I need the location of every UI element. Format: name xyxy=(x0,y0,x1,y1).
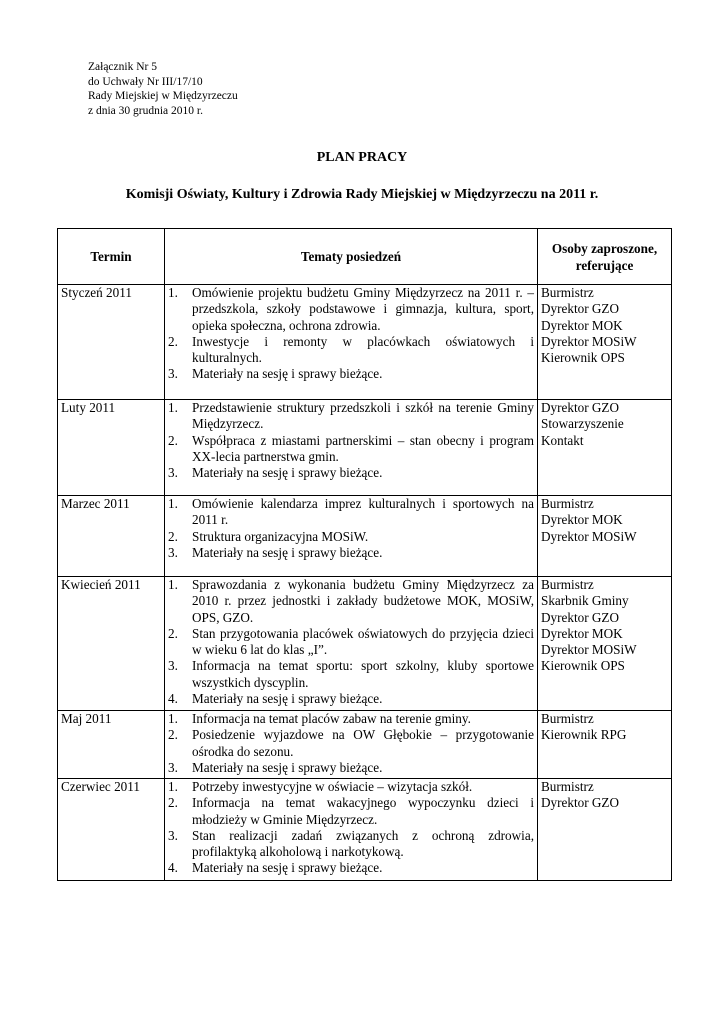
person: Skarbnik Gminy xyxy=(541,593,629,609)
person: Dyrektor GZO xyxy=(541,400,620,415)
topic-item: 3. Materiały na sesję i sprawy bieżące. xyxy=(168,759,383,775)
topic-item: 2. Struktura organizacyjna MOSiW. xyxy=(168,528,369,544)
person: Dyrektor MOK xyxy=(541,317,623,333)
person: Burmistrz xyxy=(541,285,594,300)
person: Dyrektor GZO xyxy=(541,795,620,811)
topic-item: 1. Informacja na temat placów zabaw na terenie gminy. xyxy=(168,711,471,726)
topic-item: 3. Materiały na sesję i sprawy bieżące. xyxy=(168,465,383,481)
annex-header xyxy=(88,60,238,118)
row-people xyxy=(538,711,672,779)
annex-number: Załącznik Nr 5 xyxy=(88,61,157,73)
person: Dyrektor GZO xyxy=(541,301,620,317)
topic-item: 2. Informacja na temat wakacyjnego wypoczynku dzieci i młodzieży w Gminie Międzyrzecz. xyxy=(168,795,534,827)
row-people xyxy=(538,285,672,400)
topic-item: 4. Materiały na sesję i sprawy bieżące. xyxy=(168,691,383,707)
row-topics xyxy=(165,711,538,779)
annex-resolution: do Uchwały Nr III/17/10 xyxy=(88,75,203,88)
person: Kierownik RPG xyxy=(541,727,627,743)
person: Dyrektor MOK xyxy=(541,625,623,641)
table-row xyxy=(58,400,672,496)
row-term: Czerwiec 2011 xyxy=(58,779,165,881)
row-topics xyxy=(165,285,538,400)
row-topics xyxy=(165,496,538,577)
person: Kontakt xyxy=(541,432,584,448)
topic-item: 2. Współpraca z miastami partnerskimi – stan obecny i program XX-lecia partnerstwa gmin. xyxy=(168,432,534,464)
row-people xyxy=(538,577,672,711)
table-row xyxy=(58,779,672,881)
person: Dyrektor MOSiW xyxy=(541,528,637,544)
person: Burmistrz xyxy=(541,577,594,592)
topic-item: 2. Posiedzenie wyjazdowe na OW Głębokie – przygotowanie ośrodka do sezonu. xyxy=(168,727,534,759)
person: Dyrektor MOK xyxy=(541,512,623,528)
topic-item: 3. Stan realizacji zadań związanych z ochroną zdrowia, profilaktyką alkoholową i narkotykową. xyxy=(168,827,534,860)
annex-council: Rady Miejskiej w Międzyrzeczu xyxy=(88,90,238,102)
person: Dyrektor MOSiW xyxy=(541,333,637,349)
person: Kierownik OPS xyxy=(541,658,625,674)
header-term: Termin xyxy=(58,229,165,285)
row-people xyxy=(538,400,672,496)
topic-item: 1. Omówienie kalendarza imprez kulturalnych i sportowych na 2011 r. xyxy=(168,496,534,528)
row-topics xyxy=(165,400,538,496)
work-plan-table xyxy=(57,228,672,881)
topic-item: 1. Omówienie projektu budżetu Gminy Międzyrzecz na 2011 r. – przedszkola, szkoły podstawowe i gimnazja, kultura, sport, opieka społeczna, ochrona zdrowia. xyxy=(168,285,534,333)
row-topics xyxy=(165,779,538,881)
row-term: Maj 2011 xyxy=(58,711,165,779)
topic-item: 3. Materiały na sesję i sprawy bieżące. xyxy=(168,366,383,382)
document-title: PLAN PRACY xyxy=(316,150,408,165)
topic-item: 3. Materiały na sesję i sprawy bieżące. xyxy=(168,544,383,560)
person: Stowarzyszenie xyxy=(541,416,624,432)
person: Dyrektor MOSiW xyxy=(541,642,637,658)
person: Burmistrz xyxy=(541,496,594,511)
topic-item: 2. Inwestycje i remonty w placówkach oświatowych i kulturalnych. xyxy=(168,333,534,366)
topic-item: 1. Sprawozdania z wykonania budżetu Gminy Międzyrzecz za 2010 r. przez jednostki i zakłady budżetowe MOK, MOSiW, OPS, GZO. xyxy=(168,577,534,625)
person: Dyrektor GZO xyxy=(541,609,620,625)
person: Burmistrz xyxy=(541,779,594,794)
row-term: Kwiecień 2011 xyxy=(58,577,165,711)
header-topics: Tematy posiedzeń xyxy=(165,229,538,285)
row-term: Luty 2011 xyxy=(58,400,165,496)
table-header-row xyxy=(58,229,672,285)
row-people xyxy=(538,496,672,577)
topic-item: 1. Potrzeby inwestycyjne w oświacie – wizytacja szkół. xyxy=(168,779,473,794)
table-row xyxy=(58,711,672,779)
table-row xyxy=(58,285,672,400)
row-term: Styczeń 2011 xyxy=(58,285,165,400)
header-people: Osoby zaproszone, referujące xyxy=(538,229,672,285)
person: Kierownik OPS xyxy=(541,350,625,366)
topic-item: 4. Materiały na sesję i sprawy bieżące. xyxy=(168,860,383,876)
table-row xyxy=(58,577,672,711)
topic-item: 2. Stan przygotowania placówek oświatowych do przyjęcia dzieci w wieku 6 lat do klas „I”. xyxy=(168,625,534,658)
annex-date: z dnia 30 grudnia 2010 r. xyxy=(88,104,203,117)
topic-item: 1. Przedstawienie struktury przedszkoli i szkół na terenie Gminy Międzyrzecz. xyxy=(168,400,534,432)
topic-item: 3. Informacja na temat sportu: sport szkolny, kluby sportowe wszystkich dyscyplin. xyxy=(168,658,534,690)
document-subtitle: Komisji Oświaty, Kultury i Zdrowia Rady Miejskiej w Międzyrzeczu na 2011 r. xyxy=(125,187,599,202)
row-topics xyxy=(165,577,538,711)
table-row xyxy=(58,496,672,577)
row-people xyxy=(538,779,672,881)
row-term: Marzec 2011 xyxy=(58,496,165,577)
person: Burmistrz xyxy=(541,711,594,726)
